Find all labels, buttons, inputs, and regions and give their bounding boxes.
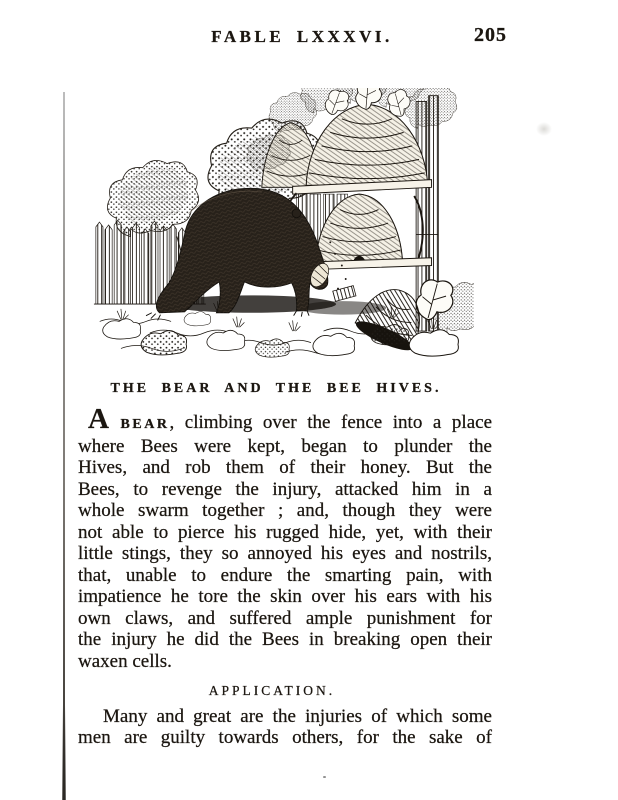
lead-smallcaps: BEAR xyxy=(120,417,170,432)
application-line: men are guilty towards others, for the sake of xyxy=(78,727,492,748)
fable-line-last: waxen cells. xyxy=(78,650,172,672)
application-line: Many and great are the injuries of which some xyxy=(103,705,492,727)
fable-line: not able to pierce his rugged hide, yet, with their xyxy=(78,521,492,543)
scan-speck xyxy=(323,776,326,778)
fable-text xyxy=(78,403,493,749)
fable-line: that, unable to endure the smarting pain, with xyxy=(78,564,492,586)
fable-line-rest: , climbing over the fence into a place xyxy=(169,412,493,433)
engraving-bear-and-bee-hives xyxy=(92,88,474,360)
illustration-caption: THE BEAR AND THE BEE HIVES. xyxy=(110,381,442,396)
fable-line: own claws, and suffered ample punishment for xyxy=(78,607,492,629)
application-heading: APPLICATION. xyxy=(208,683,336,698)
fallen-hive-block xyxy=(333,286,356,302)
initial-capital: A xyxy=(88,403,110,435)
fable-line: Hives, and rob them of their honey. But the xyxy=(78,457,492,478)
fable-line: little stings, they so annoyed his eyes and nostrils, xyxy=(78,543,492,564)
fable-line: where Bees were kept, began to plunder the xyxy=(78,435,492,457)
fable-line: Bees, to revenge the injury, attacked him in a xyxy=(78,478,492,500)
fable-illustration xyxy=(92,88,474,360)
fable-line: whole swarm together ; and, though they were xyxy=(78,500,492,521)
page-number: 205 xyxy=(474,24,507,46)
fable-line: the injury he did the Bees in breaking open their xyxy=(78,629,492,650)
page-title: FABLE LXXXVI. xyxy=(211,27,393,46)
scan-smudge xyxy=(536,122,552,136)
fable-line xyxy=(78,403,493,436)
fable-line: impatience he tore the skin over his ears with his xyxy=(78,586,492,607)
bear-ear xyxy=(292,209,301,218)
